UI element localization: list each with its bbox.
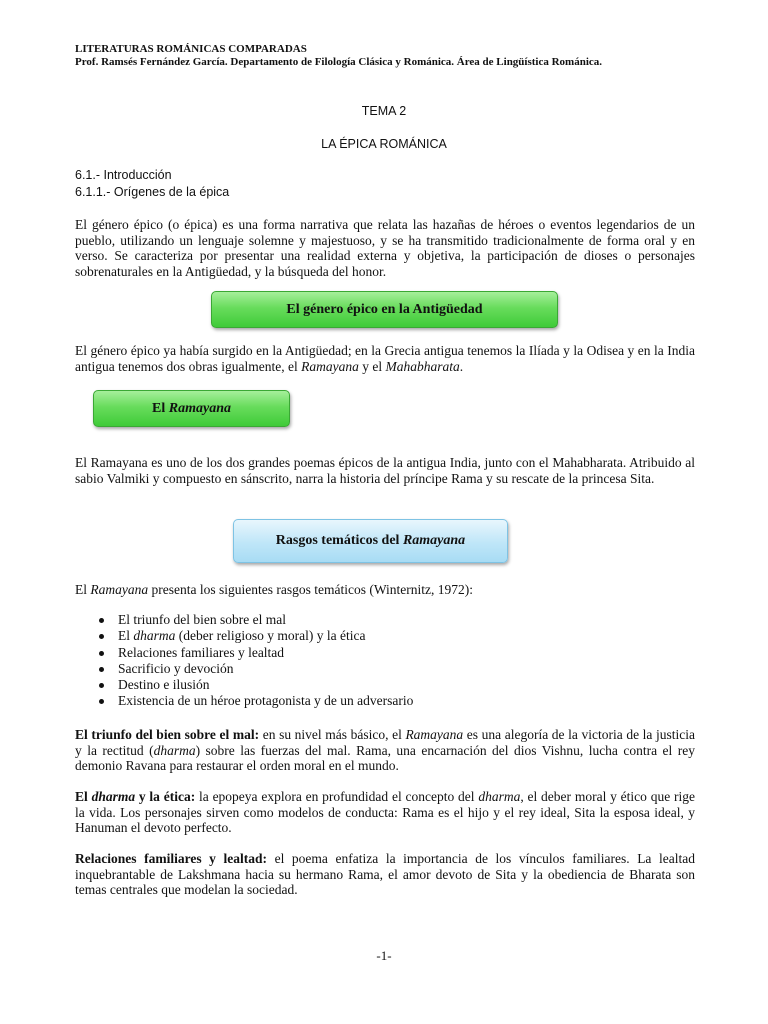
list-item bbox=[75, 645, 413, 661]
mahabharata-italic: Mahabharata bbox=[385, 358, 460, 374]
paragraph-rasgos-intro bbox=[75, 582, 695, 598]
list-item-text: Sacrificio y devoción bbox=[118, 660, 234, 676]
rasgos-list bbox=[75, 612, 413, 710]
list-item bbox=[75, 693, 413, 709]
text-run: , el deber moral y ético que rige la vida. Los personajes sirven como modelos de conducta: Rama es el hijo y el rey ideal, Sita la esposa ideal, y Hanuman el devoto perfecto. bbox=[75, 789, 695, 835]
dharma-italic: dharma bbox=[91, 789, 136, 804]
text-run: es una alegoría de la victoria de la justicia y la rectitud ( bbox=[75, 727, 696, 758]
list-item bbox=[75, 661, 413, 677]
ramayana-italic: Ramayana bbox=[405, 727, 464, 742]
text-run: Rasgos temáticos del bbox=[275, 533, 403, 548]
page-number: -1- bbox=[376, 948, 392, 963]
text-run: el poema enfatiza la importancia de los vínculos familiares. La lealtad inquebrantable de Lakshmana hacia su hermano Rama, el amor devoto de Sita y la obediencia de Bharata son temas centrales que modelan la sociedad. bbox=[75, 851, 695, 897]
bullet-icon bbox=[99, 618, 104, 623]
ramayana-italic: Ramayana bbox=[402, 533, 466, 548]
paragraph-triunfo-bien bbox=[75, 727, 695, 774]
box-rasgos-tematicos bbox=[233, 519, 508, 563]
text-run: El bbox=[75, 789, 92, 804]
list-item-text: Existencia de un héroe protagonista y de un adversario bbox=[118, 693, 414, 709]
epic-title: LA ÉPICA ROMÁNICA bbox=[321, 137, 447, 151]
section-origenes: 6.1.1.- Orígenes de la épica bbox=[75, 185, 230, 199]
ramayana-italic: Ramayana bbox=[90, 582, 149, 597]
tema-heading: TEMA 2 bbox=[361, 104, 407, 118]
dharma-italic: dharma bbox=[478, 789, 521, 804]
box-genero-epico-label: El género épico en la Antigüedad bbox=[286, 301, 483, 317]
box-ramayana bbox=[93, 390, 290, 427]
bullet-icon bbox=[99, 699, 104, 704]
paragraph-lead: El triunfo del bien sobre el mal: bbox=[75, 727, 260, 742]
text-run: presenta los siguientes rasgos temáticos (Winternitz, 1972): bbox=[148, 582, 474, 597]
paragraph-lead bbox=[75, 789, 195, 804]
paragraph-dharma-etica bbox=[75, 789, 695, 836]
text-run: ) sobre las fuerzas del mal. Rama, una encarnación del dios Vishnu, lucha contra el rey demonio Ravana para restaurar el orden moral en el mundo. bbox=[75, 742, 695, 773]
box-genero-epico-antiguedad bbox=[211, 291, 558, 328]
text-run: El bbox=[75, 582, 91, 597]
text-run: El género épico ya había surgido en la Antigüedad; en la Grecia antigua tenemos la Ilíada y la Odisea y en la India antigua tenemos dos obras igualmente, el bbox=[75, 343, 695, 374]
list-item-text: El triunfo del bien sobre el mal bbox=[118, 612, 286, 627]
paragraph-lead: Relaciones familiares y lealtad: bbox=[75, 851, 267, 866]
text-run: en su nivel más básico, el bbox=[259, 727, 406, 742]
paragraph-ramayana: El Ramayana es uno de los dos grandes poemas épicos de la antigua India, junto con el Mahabharata. Atribuido al sabio Valmiki y compuesto en sánscrito, narra la historia del príncipe Rama y su rescate de la princesa Sita. bbox=[75, 455, 695, 486]
text-run: . bbox=[459, 358, 464, 374]
text-run: la epopeya explora en profundidad el concepto del bbox=[195, 789, 479, 804]
ramayana-italic: Ramayana bbox=[301, 358, 359, 374]
text-run: El bbox=[118, 628, 134, 644]
course-title: LITERATURAS ROMÁNICAS COMPARADAS bbox=[75, 43, 307, 55]
text-run: y el bbox=[358, 358, 386, 374]
bullet-icon bbox=[99, 667, 104, 672]
paragraph-relaciones-familiares bbox=[75, 851, 695, 898]
list-item-text: Relaciones familiares y lealtad bbox=[118, 644, 285, 660]
list-item bbox=[75, 628, 413, 644]
bullet-icon bbox=[99, 683, 104, 688]
box-ramayana-label bbox=[152, 401, 231, 417]
list-item-text: Destino e ilusión bbox=[118, 677, 210, 693]
dharma-italic: dharma bbox=[153, 742, 196, 758]
section-introduccion: 6.1.- Introducción bbox=[75, 168, 172, 182]
dharma-italic: dharma bbox=[133, 628, 176, 644]
list-item bbox=[75, 612, 413, 628]
text-run: y la ética: bbox=[135, 789, 196, 804]
professor-line: Prof. Ramsés Fernández García. Departamento de Filología Clásica y Románica. Área de Lingüística Románica. bbox=[75, 56, 603, 68]
list-item bbox=[75, 677, 413, 693]
text-run: (deber religioso y moral) y la ética bbox=[175, 628, 366, 644]
text-run: El bbox=[152, 400, 169, 416]
paragraph-genero-epico: El género épico (o épica) es una forma narrativa que relata las hazañas de héroes o eventos legendarios de un pueblo, utilizando un lenguaje solemne y majestuoso, y se ha transmitido tradicionalmente de forma oral y en verso. Se caracteriza por presentar una realidad externa y objetiva, la participación de dioses o personajes sobrenaturales en la Antigüedad, y la búsqueda del honor. bbox=[75, 217, 695, 279]
box-rasgos-label bbox=[276, 533, 465, 549]
bullet-icon bbox=[99, 651, 104, 656]
paragraph-antiguedad bbox=[75, 343, 695, 374]
ramayana-italic: Ramayana bbox=[168, 400, 231, 416]
bullet-icon bbox=[99, 634, 104, 639]
